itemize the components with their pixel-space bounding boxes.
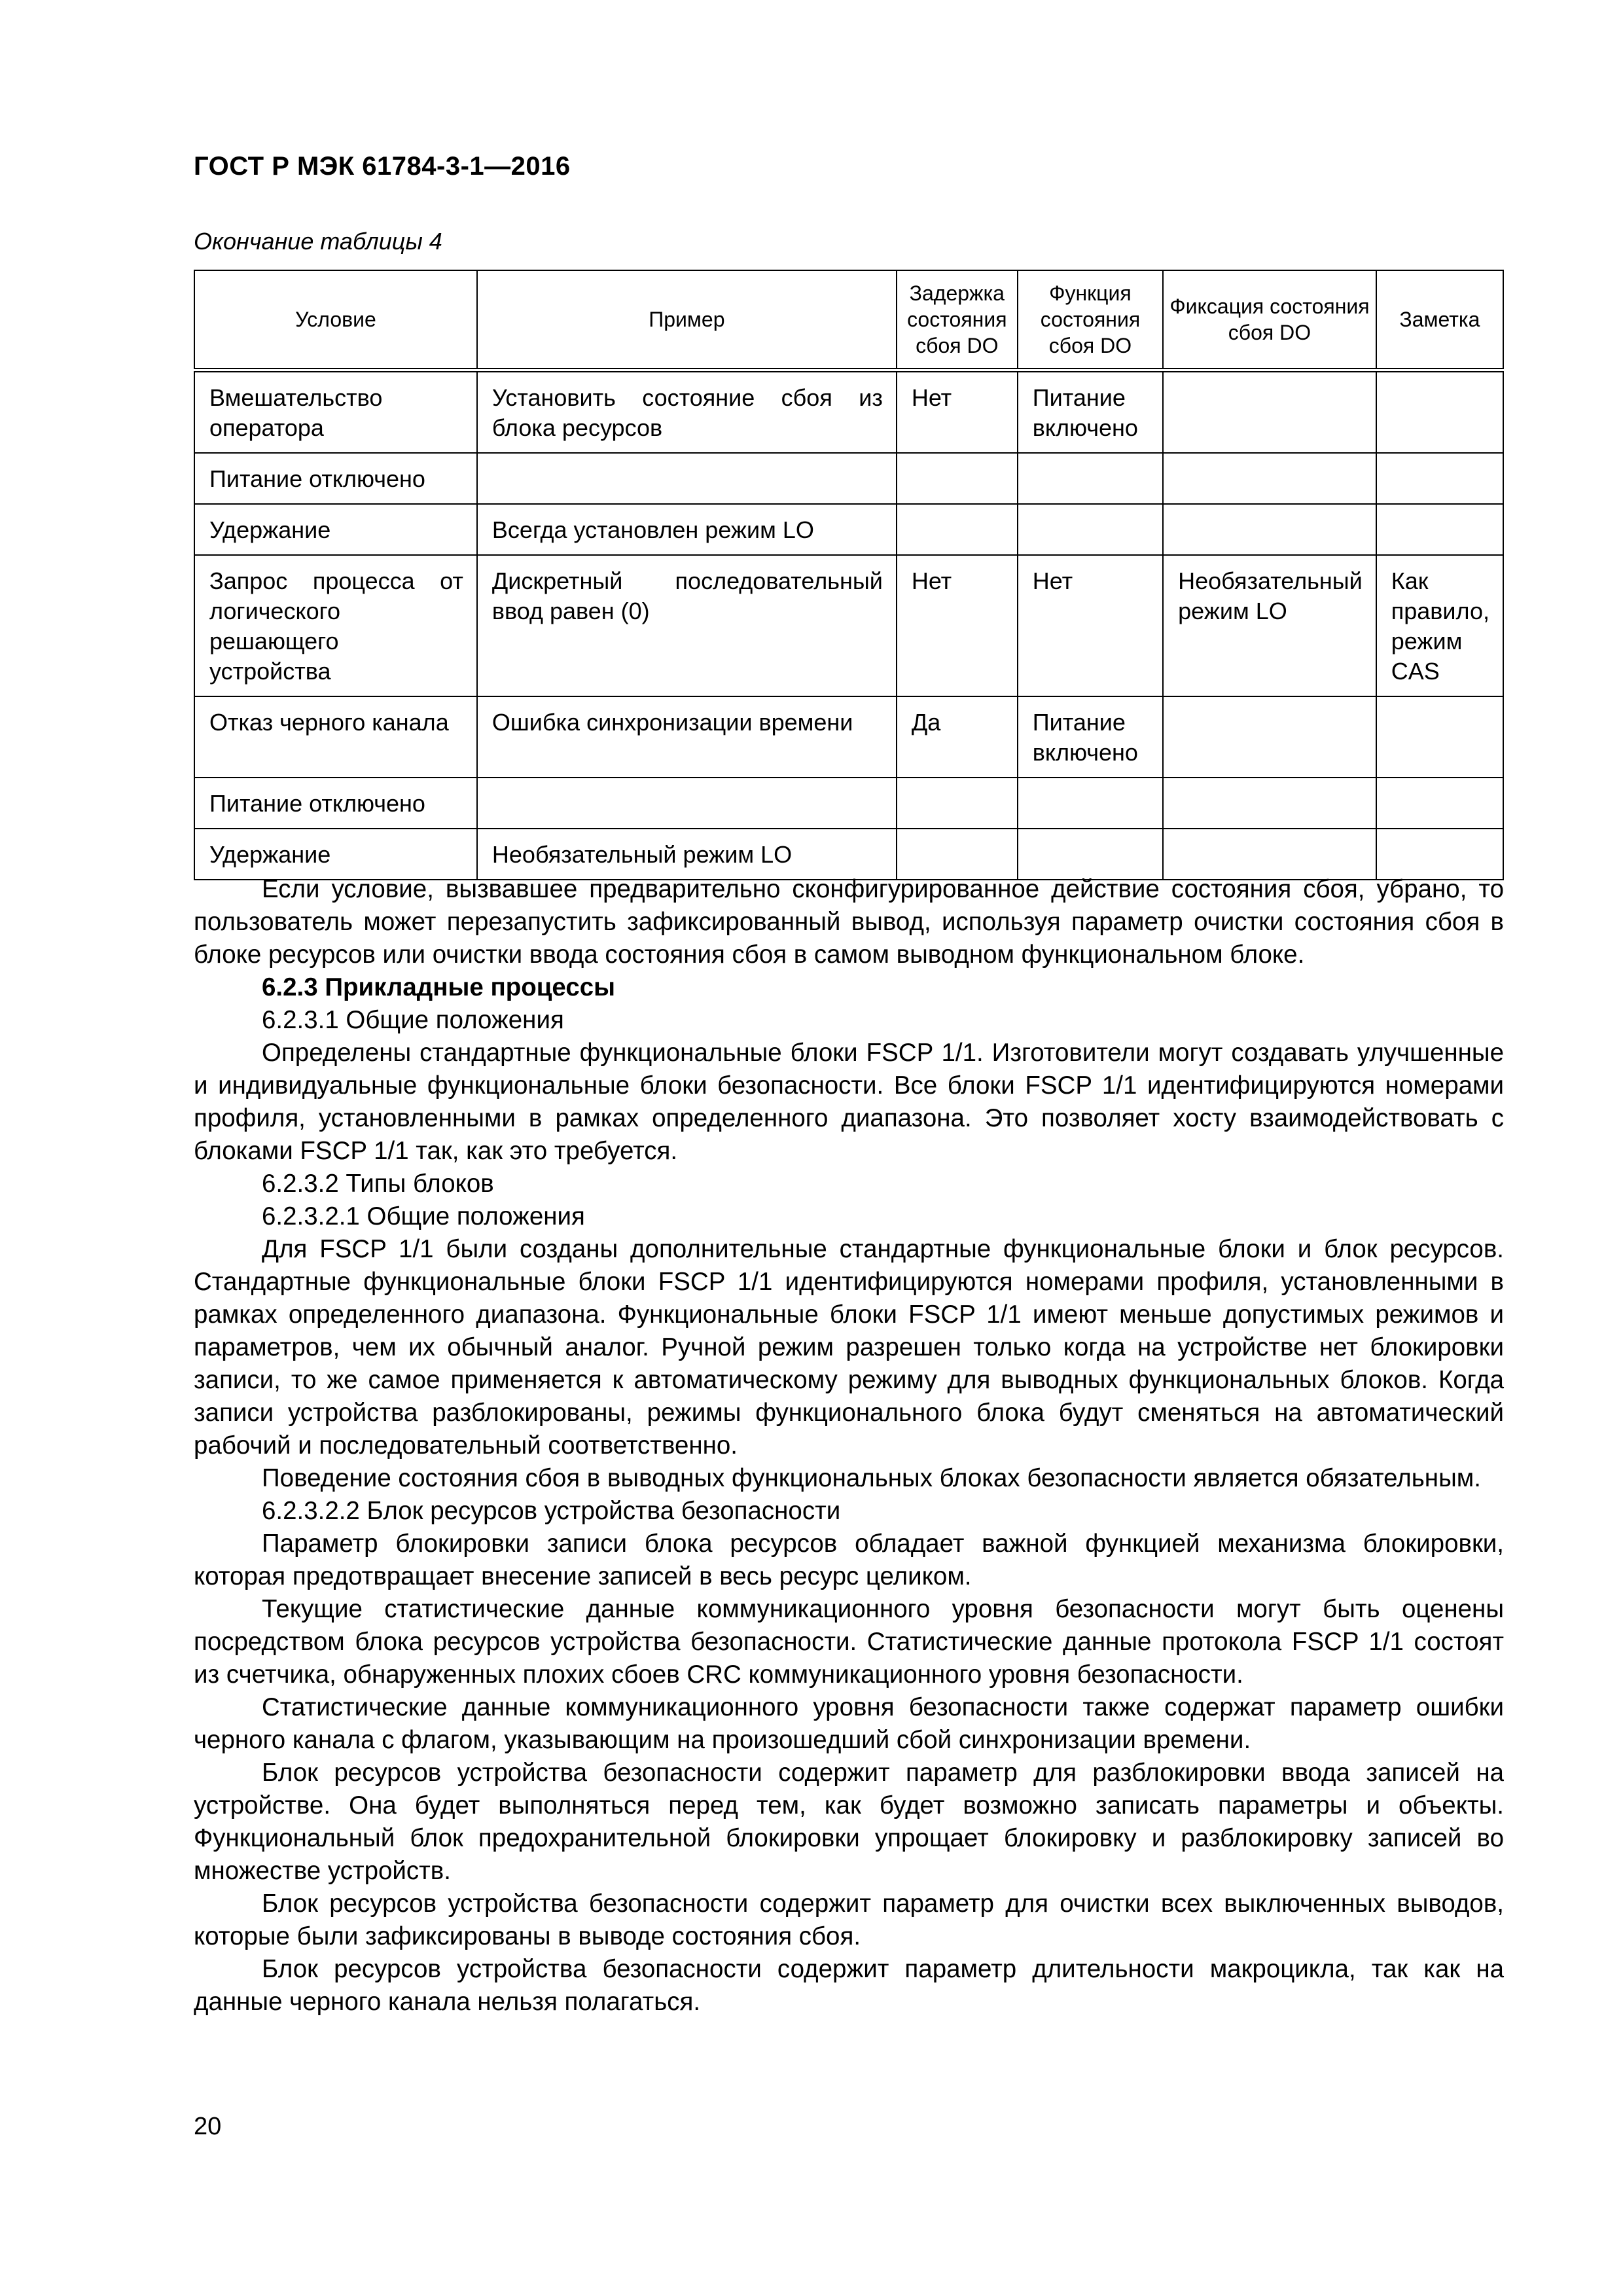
table-cell: Вмешательство оператора [194, 370, 477, 454]
table-cell [477, 778, 897, 829]
paragraph: Блок ресурсов устройства безопасности содержит параметр для разблокировки ввода записей на устройстве. Она будет выполняться перед тем, как будет возможно записать параметры и объекты. Функциональный блок предохранительной блокировки упрощает блокировку и разблокировку записей во множестве устройств. [194, 1759, 1504, 1885]
paragraph: Параметр блокировки записи блока ресурсов обладает важной функцией механизма блокировки, которая предотвращает внесение записей в весь ресурс целиком. [194, 1530, 1504, 1590]
table-cell: Отказ черного канала [194, 696, 477, 778]
column-header: Заметка [1376, 270, 1503, 370]
subsection-heading: 6.2.3.1 Общие положения [262, 1006, 564, 1034]
table-cell: Питание включено [1018, 696, 1163, 778]
table-cell: Установить состояние сбоя из блока ресурсов [477, 370, 897, 454]
subsection-heading: 6.2.3.2.2 Блок ресурсов устройства безопасности [262, 1497, 841, 1525]
table-cell: Дискретный последовательный ввод равен (0) [477, 555, 897, 696]
table-cell: Как правило, режим CAS [1376, 555, 1503, 696]
table-cell [1018, 778, 1163, 829]
table-row [194, 555, 1503, 696]
table-cell: Питание отключено [194, 453, 477, 504]
table-row [194, 504, 1503, 555]
table-cell: Питание отключено [194, 778, 477, 829]
column-header: Пример [477, 270, 897, 370]
table-cell [1376, 696, 1503, 778]
table-row [194, 829, 1503, 880]
paragraph: Блок ресурсов устройства безопасности содержит параметр для очистки всех выключенных выводов, которые были зафиксированы в выводе состояния сбоя. [194, 1890, 1504, 1950]
table-cell: Всегда установлен режим LO [477, 504, 897, 555]
section-heading: 6.2.3 Прикладные процессы [262, 973, 616, 1001]
column-header: Задержка состояния сбоя DO [897, 270, 1018, 370]
table-row [194, 696, 1503, 778]
table-header-row [194, 270, 1503, 370]
table-cell [897, 453, 1018, 504]
table-cell [897, 778, 1018, 829]
paragraph: Определены стандартные функциональные блоки FSCP 1/1. Изготовители могут создавать улучшенные и индивидуальные функциональные блоки безопасности. Все блоки FSCP 1/1 идентифицируются номерами профиля, установленными в рамках определенного диапазона. Это позволяет хосту взаимодействовать с блоками FSCP 1/1 так, как это требуется. [194, 1039, 1504, 1165]
table-cell [1163, 370, 1376, 454]
document-header: ГОСТ Р МЭК 61784-3-1—2016 [194, 152, 571, 181]
table-4 [194, 270, 1504, 880]
table-cell: Нет [1018, 555, 1163, 696]
table-cell [1163, 829, 1376, 880]
table-cell [1163, 778, 1376, 829]
table-cell: Ошибка синхронизации времени [477, 696, 897, 778]
subsection-heading: 6.2.3.2.1 Общие положения [262, 1202, 585, 1230]
table-cell [1376, 453, 1503, 504]
column-header: Условие [194, 270, 477, 370]
table-row [194, 453, 1503, 504]
column-header: Фиксация состояния сбоя DO [1163, 270, 1376, 370]
table-row [194, 778, 1503, 829]
paragraph: Статистические данные коммуникационного уровня безопасности также содержат параметр ошибки черного канала с флагом, указывающим на произошедший сбой синхронизации времени. [194, 1693, 1504, 1754]
paragraph: Блок ресурсов устройства безопасности содержит параметр длительности макроцикла, так как на данные черного канала нельзя полагаться. [194, 1955, 1504, 2016]
paragraph: Для FSCP 1/1 были созданы дополнительные стандартные функциональные блоки и блок ресурсов. Стандартные функциональные блоки FSCP 1/1 идентифицируются номерами профиля, установленными в рамках определенного диапазона. Функциональные блоки FSCP 1/1 имеют меньше допустимых режимов и параметров, чем их обычный аналог. Ручной режим разрешен только когда на устройстве нет блокировки записи, то же самое применяется к автоматическому режиму для выводных функциональных блоков. Когда записи устройства разблокированы, режимы функционального блока будут сменяться на автоматический рабочий и последовательный соответственно. [194, 1235, 1504, 1460]
table-caption: Окончание таблицы 4 [194, 228, 442, 255]
table-cell: Необязательный режим LO [477, 829, 897, 880]
table-cell [1376, 504, 1503, 555]
table-cell: Удержание [194, 829, 477, 880]
table-cell [1018, 453, 1163, 504]
table-cell [1376, 829, 1503, 880]
table-cell: Запрос процесса от логического решающего устройства [194, 555, 477, 696]
paragraph: Текущие статистические данные коммуникационного уровня безопасности могут быть оценены посредством блока ресурсов устройства безопасности. Статистические данные протокола FSCP 1/1 состоят из счетчика, обнаруженных плохих сбоев CRC коммуникационного уровня безопасности. [194, 1595, 1504, 1689]
table-cell [1018, 504, 1163, 555]
table-cell [1376, 370, 1503, 454]
table-cell [897, 829, 1018, 880]
table-cell: Нет [897, 370, 1018, 454]
table-cell: Да [897, 696, 1018, 778]
column-header: Функция состояния сбоя DO [1018, 270, 1163, 370]
table-cell [477, 453, 897, 504]
table-cell [1163, 453, 1376, 504]
table-cell: Нет [897, 555, 1018, 696]
table-cell [1376, 778, 1503, 829]
table-cell [1163, 504, 1376, 555]
paragraph: Поведение состояния сбоя в выводных функциональных блоках безопасности является обязательным. [262, 1464, 1481, 1492]
paragraph: Если условие, вызвавшее предварительно сконфигурированное действие состояния сбоя, убрано, то пользователь может перезапустить зафиксированный вывод, используя параметр очистки состояния сбоя в блоке ресурсов или очистки ввода состояния сбоя в самом выводном функциональном блоке. [194, 875, 1504, 969]
table-cell [1018, 829, 1163, 880]
table-cell [1163, 696, 1376, 778]
table-cell: Питание включено [1018, 370, 1163, 454]
page-number: 20 [194, 2113, 222, 2140]
table-cell: Необязательный режим LO [1163, 555, 1376, 696]
subsection-heading: 6.2.3.2 Типы блоков [262, 1170, 494, 1198]
table-cell [897, 504, 1018, 555]
table-row [194, 370, 1503, 454]
table-cell: Удержание [194, 504, 477, 555]
body-text [194, 873, 1504, 2018]
